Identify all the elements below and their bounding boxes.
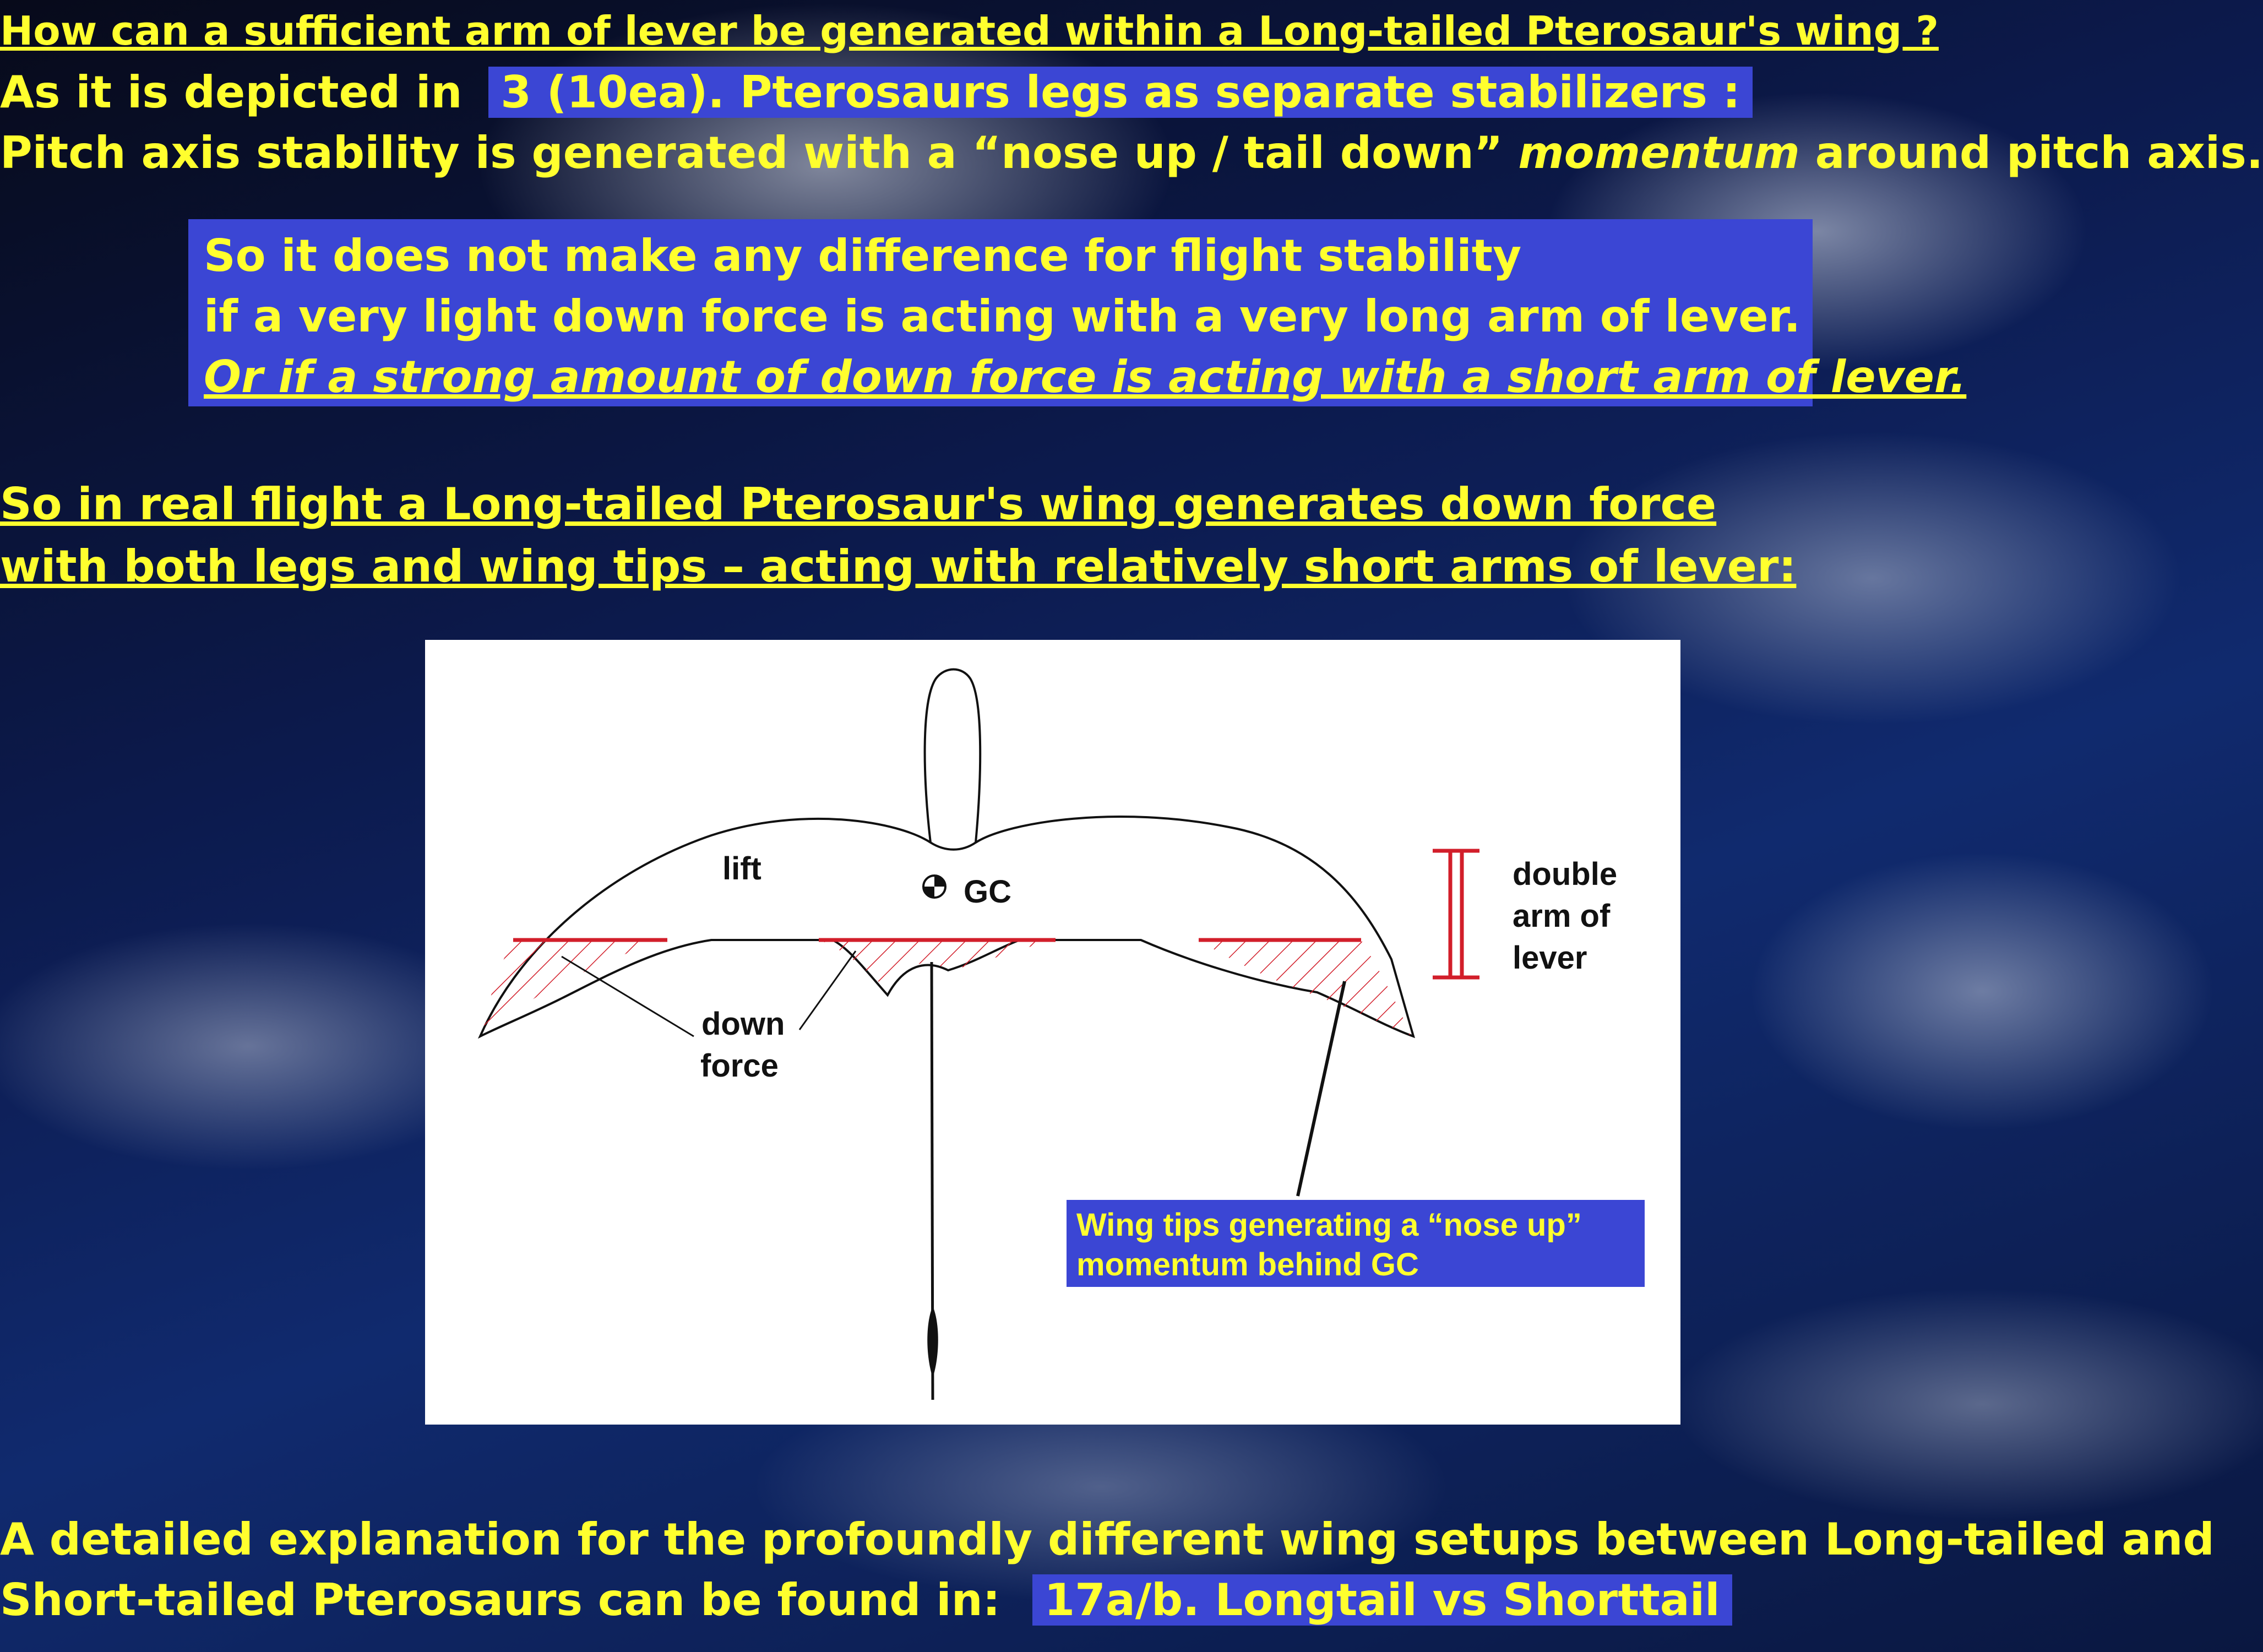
pitch-axis-italic: momentum	[1518, 127, 1800, 178]
left-downforce-area	[483, 940, 667, 1034]
pitch-axis-text-a: Pitch axis stability is generated with a “nose up / tail down”	[0, 127, 1503, 178]
pointer-right	[1298, 981, 1345, 1196]
footer-line-2	[0, 1571, 1732, 1630]
reference-link-3-10ea[interactable]: 3 (10ea). Pterosaurs legs as separate stabilizers :	[488, 67, 1752, 118]
reference-prefix: As it is depicted in	[0, 67, 463, 118]
gc-symbol	[923, 876, 945, 898]
middle-line-1: So in real flight a Long-tailed Pterosaur's wing generates down force	[0, 479, 1717, 530]
pitch-axis-line	[0, 123, 2263, 183]
head-outline	[925, 670, 981, 843]
right-downforce-area	[1199, 940, 1411, 1035]
gc-label: GC	[964, 874, 1011, 910]
down-force-label-1: down	[701, 1006, 785, 1042]
pointer-left	[562, 957, 694, 1036]
tail-vane	[927, 1306, 938, 1378]
lift-label: lift	[722, 851, 761, 887]
stability-box	[188, 219, 1967, 406]
wing-tips-note-line-1: Wing tips generating a “nose up”	[1076, 1207, 1582, 1243]
heading-question: How can a sufficient arm of lever be generated within a Long-tailed Pterosaur's wing ?	[0, 8, 1939, 54]
wing-diagram	[425, 640, 1680, 1425]
pointer-center	[799, 951, 856, 1030]
down-force-label-2: force	[700, 1048, 779, 1084]
arm-label-2: arm of	[1513, 898, 1611, 934]
reference-line	[0, 63, 1753, 122]
wing-diagram-svg	[425, 640, 1680, 1425]
box-line-2: if a very light down force is acting with a very long arm of lever.	[204, 291, 1800, 342]
middle-line-2: with both legs and wing tips – acting with relatively short arms of lever:	[0, 541, 1797, 592]
wing-tips-note	[1067, 1200, 1645, 1287]
box-line-1: So it does not make any difference for flight stability	[204, 230, 1522, 281]
arm-label-1: double	[1513, 856, 1618, 892]
box-line-3: Or if a strong amount of down force is acting with a short arm of lever.	[204, 351, 1967, 403]
arm-label-3: lever	[1513, 940, 1587, 976]
footer-link-17ab[interactable]: 17a/b. Longtail vs Shorttail	[1032, 1574, 1732, 1626]
footer-line-1: A detailed explanation for the profoundly different wing setups between Long-tailed and	[0, 1514, 2215, 1565]
wing-tips-note-line-2: momentum behind GC	[1076, 1247, 1419, 1283]
arm-of-lever-bracket	[1433, 851, 1479, 977]
footer-prefix: Short-tailed Pterosaurs can be found in:	[0, 1574, 1000, 1626]
pitch-axis-text-b: around pitch axis.	[1815, 127, 2263, 178]
wing-outline	[480, 817, 1413, 1036]
